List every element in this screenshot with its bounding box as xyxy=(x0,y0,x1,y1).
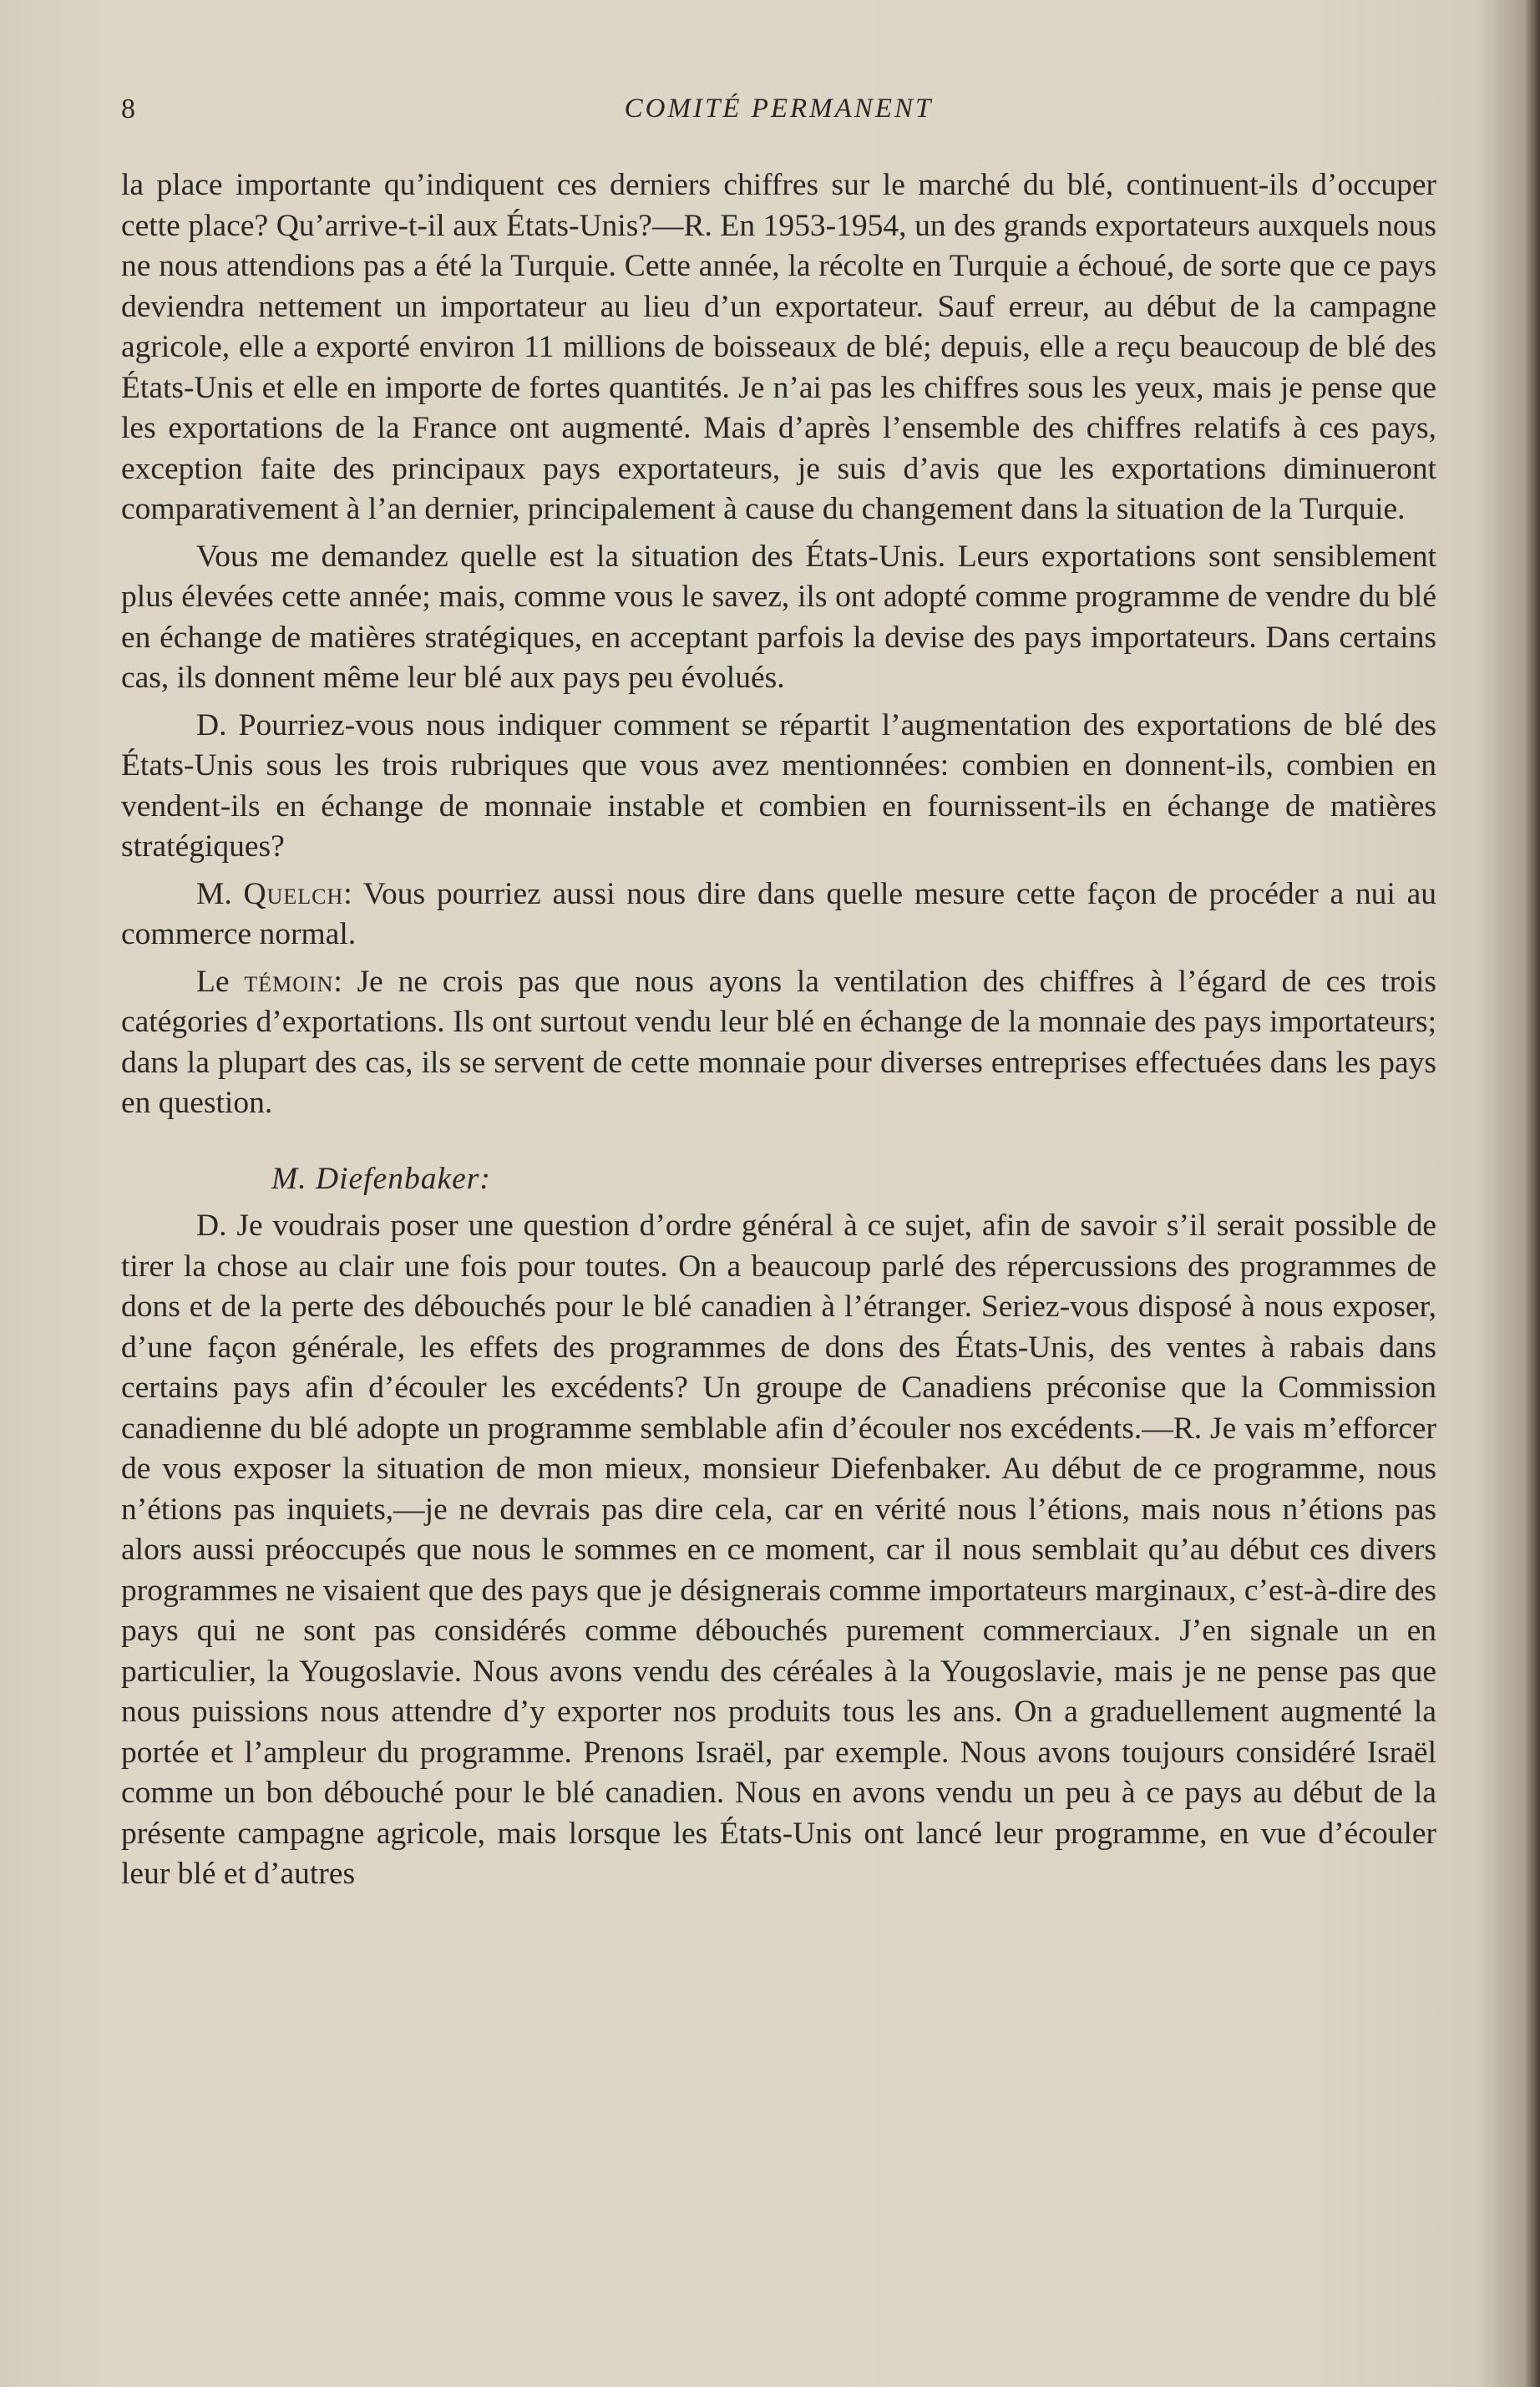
paragraph-2: Vous me demandez quelle est la situation des États-Unis. Leurs exportations sont sensiblement plus élevées cette année; mais, comme vous le savez, ils ont adopté comme programme de vendre du blé en échange de matières stratégiques, en acceptant parfois la devise des pays importateurs. Dans certains cas, ils donnent même leur blé aux pays peu évolués. xyxy=(121,539,1436,695)
body-text xyxy=(121,165,1436,1902)
speaker-text: : Je ne crois pas que nous ayons la ventilation des chiffres à l’égard de ces trois catégories d’exportations. Ils ont surtout vendu leur blé en échange de la monnaie des pays importateurs; dans la plupart des cas, ils se servent de cette monnaie pour diverses entreprises effectuées dans les pays en question. xyxy=(121,964,1436,1120)
speaker-prefix: Le xyxy=(196,964,245,999)
speaker-prefix: M. xyxy=(196,876,244,911)
paragraph-1: la place importante qu’indiquent ces derniers chiffres sur le marché du blé, continuent-ils d’occuper cette place? Qu’arrive-t-il aux États-Unis?—R. En 1953-1954, un des grands exportateurs auxquels nous ne nous attendions pas a été la Turquie. Cette année, la récolte en Turquie a échoué, de sorte que ce pays deviendra nettement un importateur au lieu d’un exportateur. Sauf erreur, au début de la campagne agricole, elle a exporté environ 11 millions de boisseaux de blé; depuis, elle a reçu beaucoup de blé des États-Unis et elle en importe de fortes quantités. Je n’ai pas les chiffres sous les yeux, mais je pense que les exportations de la France ont augmenté. Mais d’après l’ensemble des chiffres relatifs à ces pays, exception faite des principaux pays exportateurs, je suis d’avis que les exportations diminueront comparativement à l’an dernier, principalement à cause du changement dans la situation de la Turquie. xyxy=(121,168,1436,526)
paragraph-5 xyxy=(121,962,1436,1124)
speaker-text: : Vous pourriez aussi nous dire dans quelle mesure cette façon de procéder a nui au commerce normal. xyxy=(121,876,1436,951)
speaker-name: Quelch xyxy=(243,876,344,911)
speaker-heading: M. Diefenbaker: xyxy=(271,1161,491,1196)
paragraph-3: D. Pourriez-vous nous indiquer comment se répartit l’augmentation des exportations de blé des États-Unis sous les trois rubriques que vous avez mentionnées: combien en donnent-ils, combien en vendent-ils en échange de monnaie instable et combien en fournissent-ils en échange de matières stratégiques? xyxy=(121,707,1436,864)
running-title: COMITÉ PERMANENT xyxy=(624,94,934,124)
page-header xyxy=(121,94,1436,135)
paragraph-4 xyxy=(121,874,1436,955)
page-number: 8 xyxy=(121,94,136,124)
paragraph-6: D. Je voudrais poser une question d’ordre général à ce sujet, afin de savoir s’il serait possible de tirer la chose au clair une fois pour toutes. On a beaucoup parlé des répercussions des programmes de dons et de la perte des débouchés pour le blé canadien à l’étranger. Seriez-vous disposé à nous exposer, d’une façon générale, les effets des programmes de dons des États-Unis, des ventes à rabais dans certains pays afin d’écouler les excédents? Un groupe de Canadiens préconise que la Commission canadienne du blé adopte un programme semblable afin d’écouler nos excédents.—R. Je vais m’efforcer de vous exposer la situation de mon mieux, monsieur Diefenbaker. Au début de ce programme, nous n’étions pas inquiets,—je ne devrais pas dire cela, car en vérité nous l’étions, mais nous n’étions pas alors aussi préoccupés que nous le sommes en ce moment, car il nous semblait qu’au début ces divers programmes ne visaient que des pays que je désignerais comme importateurs marginaux, c’est-à-dire des pays qui ne sont pas considérés comme débouchés purement commerciaux. J’en signale un en particulier, la Yougoslavie. Nous avons vendu des céréales à la Yougoslavie, mais je ne pense pas que nous puissions nous attendre d’y exporter nos produits tous les ans. On a graduellement augmenté la portée et l’ampleur du programme. Prenons Israël, par exemple. Nous avons toujours considéré Israël comme un bon débouché pour le blé canadien. Nous en avons vendu un peu à ce pays au début de la présente campagne agricole, mais lorsque les États-Unis ont lancé leur programme, en vue d’écouler leur blé et d’autres xyxy=(121,1209,1436,1891)
page-edge-shadow xyxy=(1525,0,1540,2387)
speaker-name: témoin xyxy=(244,964,334,999)
